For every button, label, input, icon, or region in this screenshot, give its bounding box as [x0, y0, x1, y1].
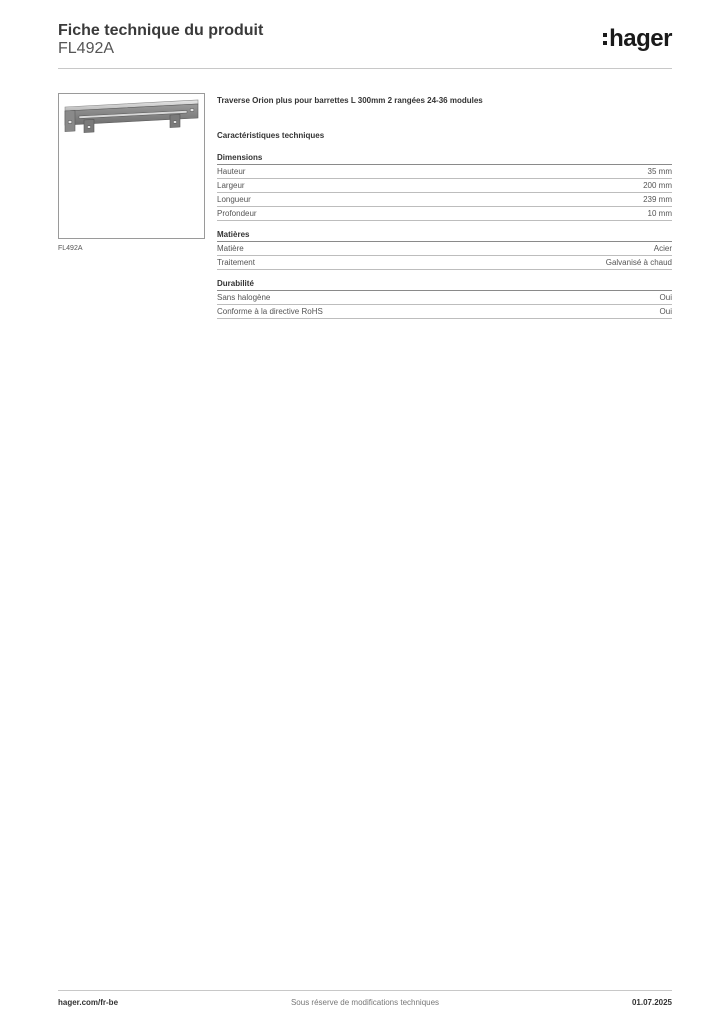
spec-value: Galvanisé à chaud — [605, 258, 672, 267]
spec-section-materials — [217, 229, 672, 270]
spec-section-durability — [217, 278, 672, 319]
spec-label: Sans halogène — [217, 293, 271, 302]
spec-value: 200 mm — [643, 181, 672, 190]
logo-dots-icon — [603, 31, 607, 47]
spec-value: 10 mm — [647, 209, 672, 218]
spec-value: Acier — [653, 244, 672, 253]
specs-heading: Caractéristiques techniques — [217, 131, 325, 140]
spec-row — [217, 256, 672, 270]
product-image — [58, 93, 205, 239]
spec-label: Conforme à la directive RoHS — [217, 307, 323, 316]
spec-value: Oui — [659, 293, 672, 302]
logo-text: hager — [609, 25, 672, 52]
spec-label: Matière — [217, 244, 244, 253]
footer-website-link[interactable]: hager.com/fr-be — [58, 998, 119, 1007]
spec-label: Profondeur — [217, 209, 257, 218]
page-header — [58, 22, 672, 68]
product-description: Traverse Orion plus pour barrettes L 300mm 2 rangées 24-36 modules — [217, 96, 483, 105]
spec-label: Largeur — [217, 181, 245, 190]
section-title: Durabilité — [217, 278, 672, 291]
spec-value: 239 mm — [643, 195, 672, 204]
spec-row — [217, 242, 672, 256]
spec-row — [217, 305, 672, 319]
spec-section-dimensions — [217, 152, 672, 221]
spec-value: 35 mm — [647, 167, 672, 176]
image-caption: FL492A — [58, 245, 83, 252]
product-details — [217, 95, 672, 319]
page-footer — [58, 998, 672, 1010]
product-reference: FL492A — [58, 40, 115, 57]
spec-row — [217, 193, 672, 207]
footer-divider — [58, 990, 672, 991]
footer-date: 01.07.2025 — [631, 998, 672, 1007]
spec-label: Traitement — [217, 258, 255, 267]
header-divider — [58, 68, 672, 69]
section-title: Matières — [217, 229, 672, 242]
section-title: Dimensions — [217, 152, 672, 165]
spec-row — [217, 165, 672, 179]
hager-logo — [603, 26, 672, 52]
footer-notice: Sous réserve de modifications techniques — [290, 998, 440, 1007]
spec-row — [217, 179, 672, 193]
spec-label: Longueur — [217, 195, 251, 204]
spec-row — [217, 207, 672, 221]
mounting-rail-icon — [59, 94, 204, 238]
spec-label: Hauteur — [217, 167, 246, 176]
spec-value: Oui — [659, 307, 672, 316]
spec-row — [217, 291, 672, 305]
page-title: Fiche technique du produit — [58, 22, 264, 39]
